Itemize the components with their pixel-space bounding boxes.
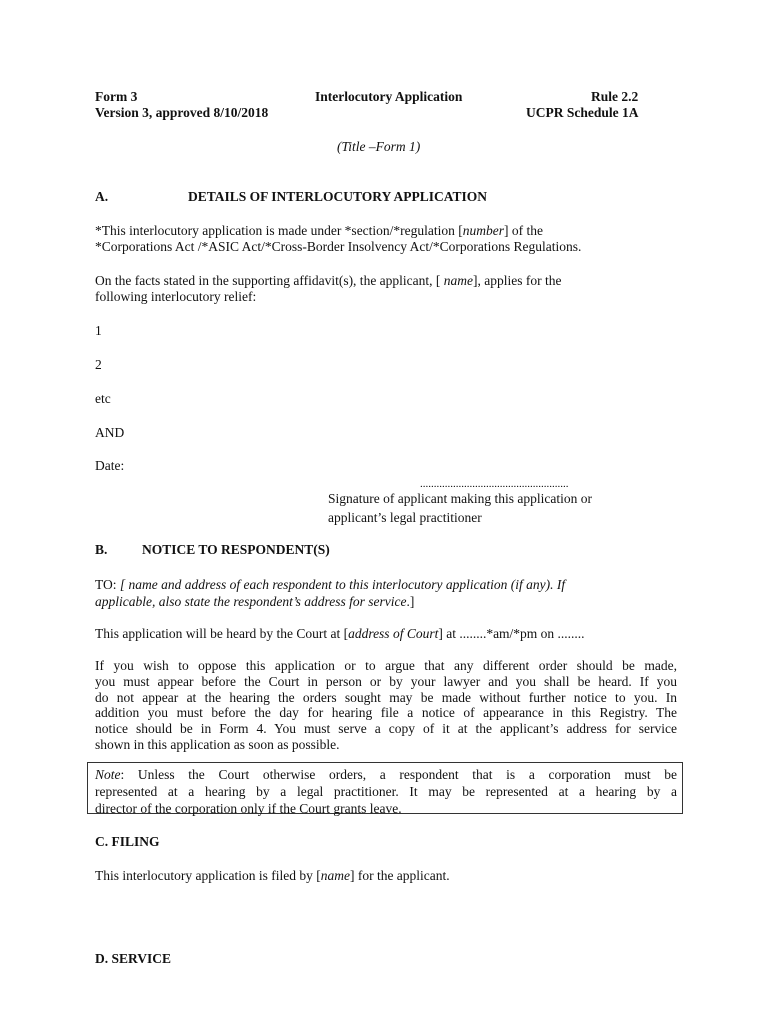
schedule-ref: UCPR Schedule 1A [526,105,639,120]
section-a-letter: A. [95,189,109,204]
form-title: Interlocutory Application [315,89,463,104]
filing-paragraph: This interlocutory application is filed by [name] for the applicant. [95,868,450,883]
and-label: AND [95,425,125,440]
respondent-to-paragraph: TO: [ name and address of each respondent to this interlocutory application (if any). If applicable, also state the respondent’s address for service.] [95,577,566,609]
section-a-paragraph-2: On the facts stated in the supporting affidavit(s), the applicant, [ name], applies for the following interlocutory relief: [95,273,562,304]
signature-caption-2: applicant’s legal practitioner [328,510,482,525]
note-text: Note: Unless the Court otherwise orders, a respondent that is a corporation must be represented at a hearing by a legal practitioner. It may be represented at a hearing by a director of the corporation only if the Court grants leave. [95,767,677,816]
relief-item-2: 2 [95,357,102,372]
section-a-paragraph-1: *This interlocutory application is made under *section/*regulation [number] of the *Corporations Act /*ASIC Act/*Cross-Border Insolvency Act/*Corporations Regulations. [95,223,582,254]
hearing-paragraph: This application will be heard by the Court at [address of Court] at ........*am/*pm on ........ [95,626,585,641]
section-a-heading: DETAILS OF INTERLOCUTORY APPLICATION [188,189,487,204]
relief-item-1: 1 [95,323,102,338]
date-label: Date: [95,458,125,473]
relief-item-etc: etc [95,391,111,406]
signature-caption-1: Signature of applicant making this application or [328,491,592,506]
form-version: Version 3, approved 8/10/2018 [95,105,269,120]
oppose-paragraph: If you wish to oppose this application or to argue that any different order should be made, you must appear before the Court in person or by your lawyer and you shall be heard. If you do not appear at the hearing the orders sought may be made without further notice to you. In addition you must before the day for hearing file a notice of appearance in this Registry. The notice should be in Form 4. You must serve a copy of it at the applicant’s address for service shown in this application as soon as possible. [95,658,677,752]
form-number: Form 3 [95,89,138,104]
signature-line: ...................................................... [420,478,569,490]
title-reference: (Title –Form 1) [337,139,421,154]
section-c-heading: C. FILING [95,834,160,849]
section-b-letter: B. [95,542,108,557]
rule-number: Rule 2.2 [591,89,639,104]
section-b-heading: NOTICE TO RESPONDENT(S) [142,542,330,557]
section-d-heading: D. SERVICE [95,951,172,966]
